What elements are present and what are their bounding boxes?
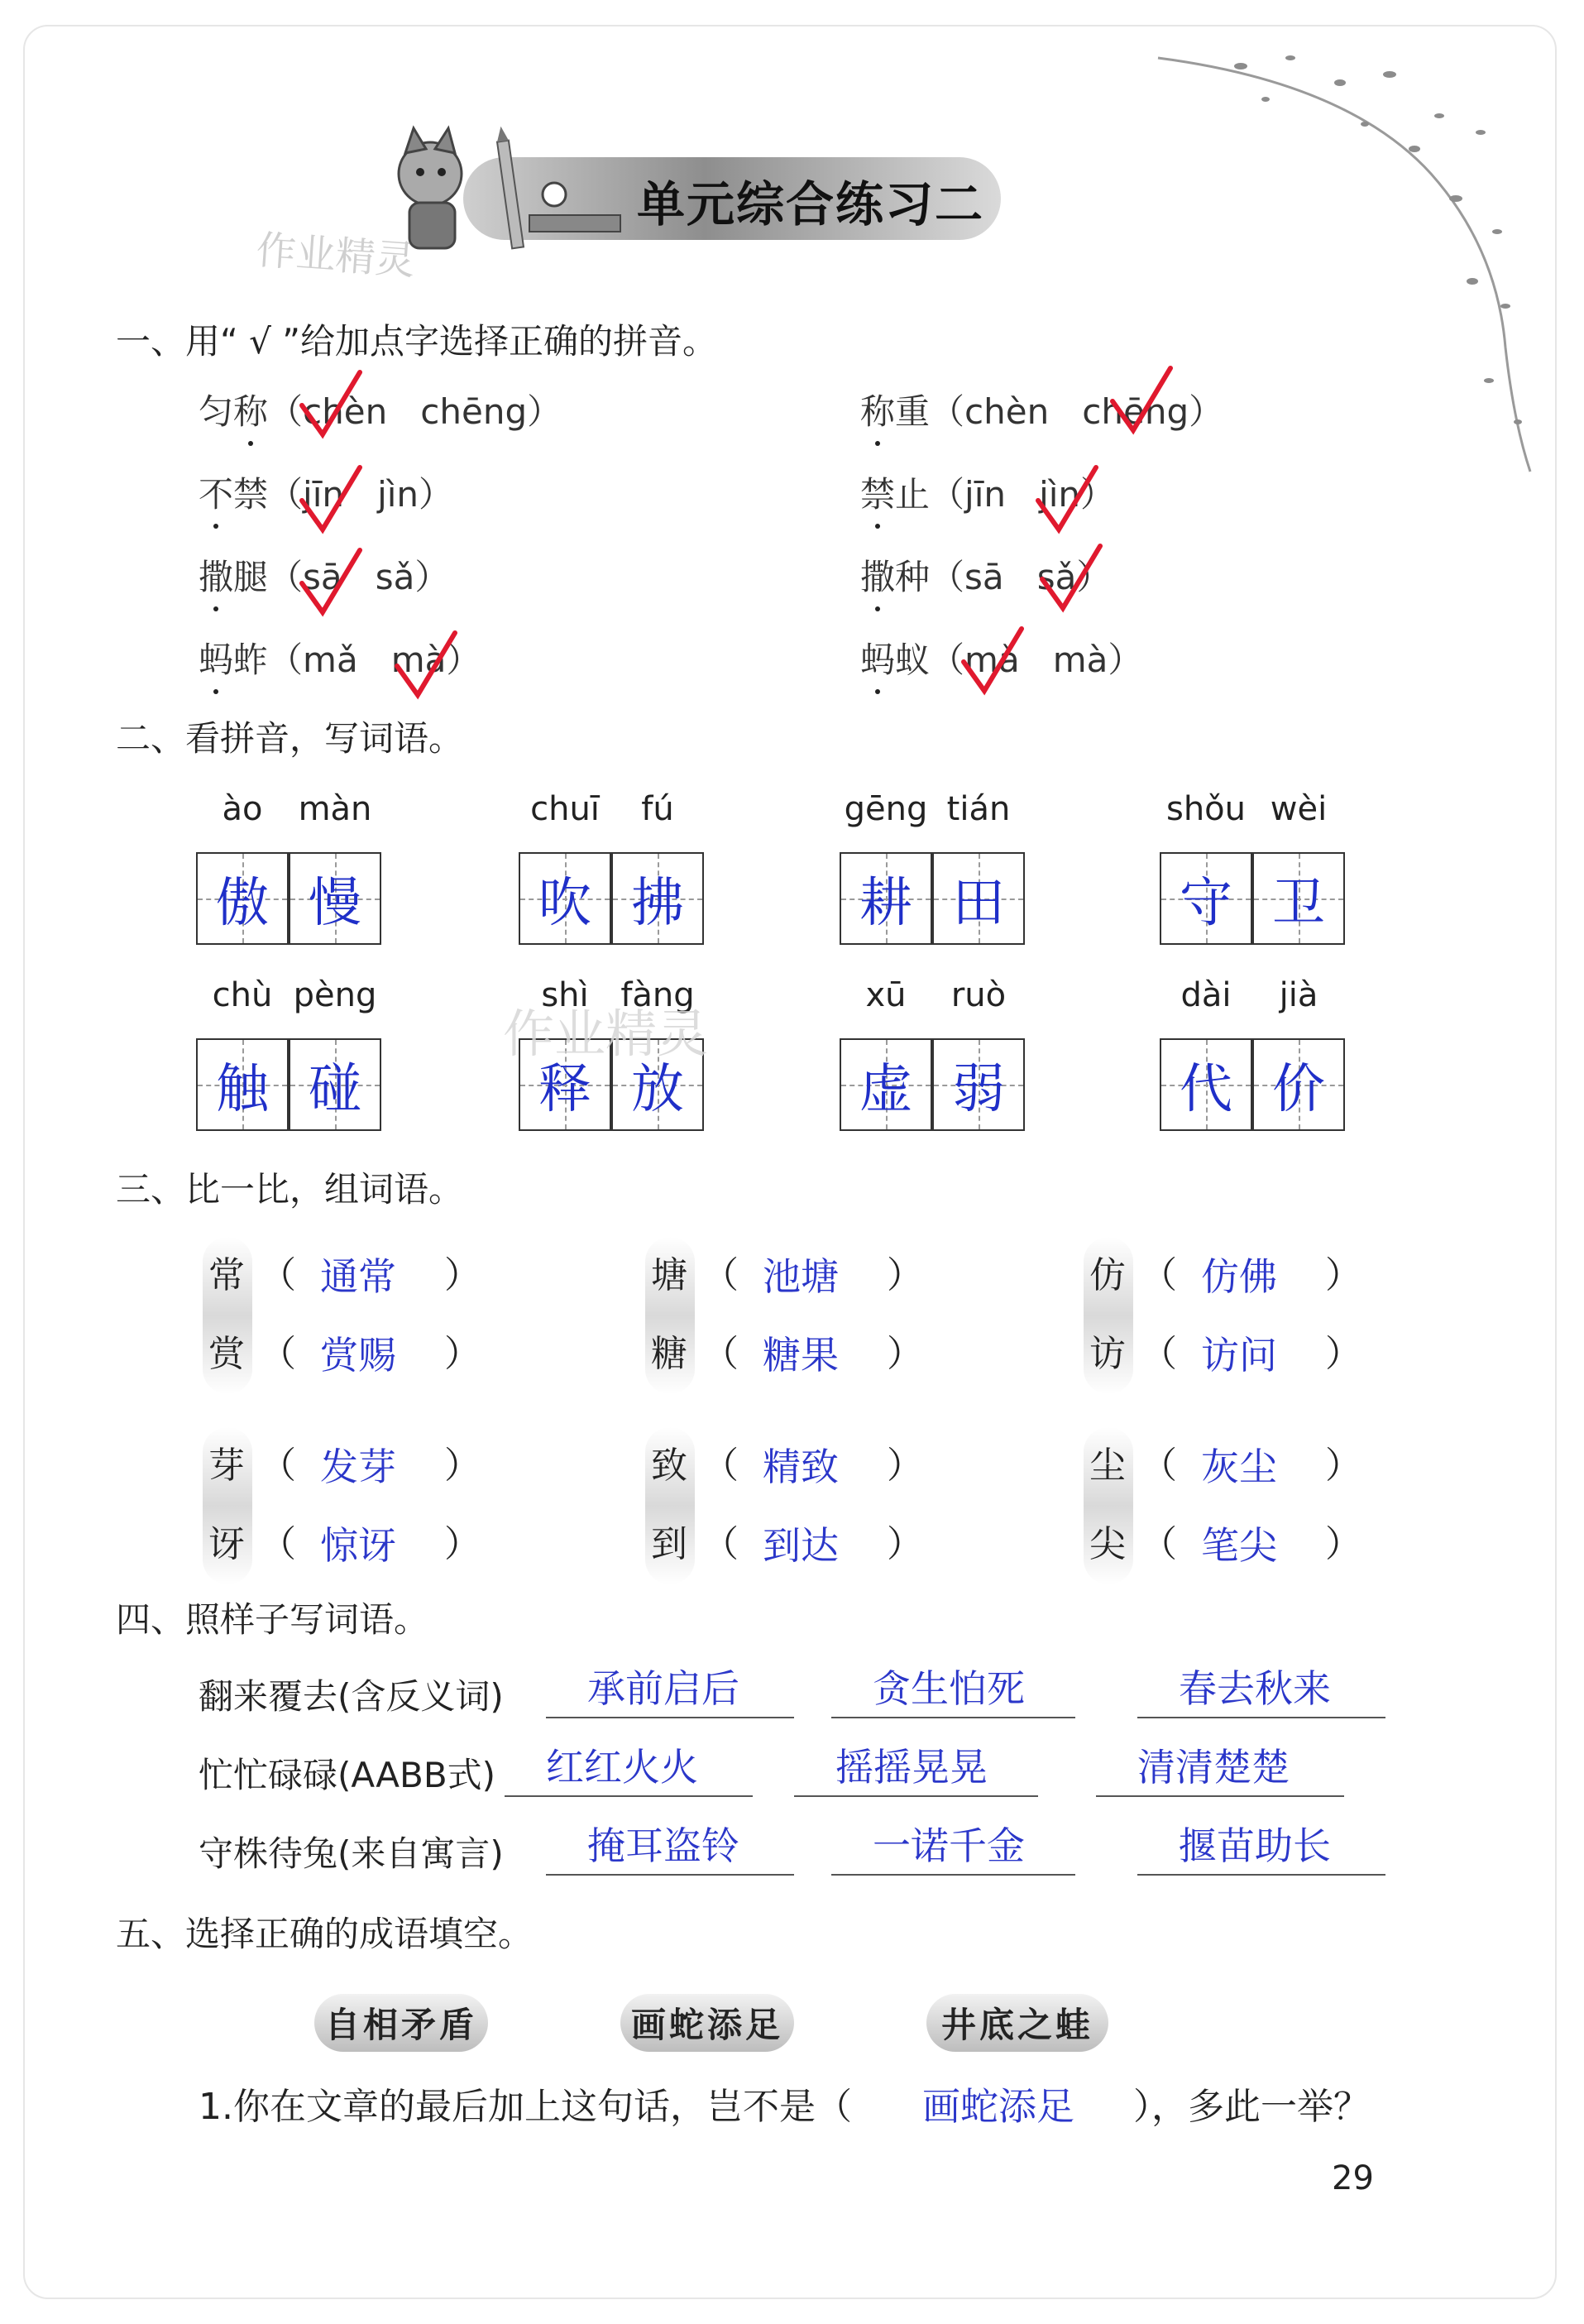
paren-close: ） <box>887 1333 923 1375</box>
dotted-char-text: 止 <box>895 474 931 515</box>
answer-line <box>1096 1795 1344 1797</box>
dotted-char <box>233 550 268 600</box>
compare-char: 芽 <box>208 1445 245 1487</box>
answer-line <box>831 1717 1075 1718</box>
paren-open: （ <box>260 1523 296 1565</box>
emphasis-dot <box>213 689 218 694</box>
pinyin-syllable: wèi <box>1270 790 1328 828</box>
word-answer: 惊讶 <box>320 1523 396 1568</box>
word-char: 称 <box>860 385 895 434</box>
pinyin-choice-item <box>199 385 562 434</box>
writing-grid-box <box>519 1038 611 1131</box>
writing-grid-box <box>611 852 704 945</box>
written-character: 慢 <box>309 873 361 934</box>
paren-open: （ <box>268 391 304 432</box>
pinyin-option: jìn <box>377 474 419 515</box>
paren-close: ） <box>444 1333 481 1375</box>
dotted-char <box>233 385 268 434</box>
writing-grid-box <box>196 852 289 945</box>
compare-char: 尘 <box>1089 1445 1126 1487</box>
word-answer: 精致 <box>763 1445 839 1489</box>
word-answer: 赏赐 <box>320 1333 396 1378</box>
compare-char: 仿 <box>1089 1254 1126 1296</box>
checkmark-icon <box>298 463 364 538</box>
paren-close: ） <box>1108 640 1143 680</box>
emphasis-dot <box>875 524 880 529</box>
answer-line <box>546 1717 794 1718</box>
dotted-char <box>233 467 268 517</box>
pinyin-syllable: xū <box>865 976 907 1014</box>
paren-close: ） <box>444 1523 481 1565</box>
word-answer: 访问 <box>1201 1333 1277 1378</box>
page-number: 29 <box>1332 2159 1374 2197</box>
dotted-char <box>233 633 268 683</box>
checkmark-icon <box>390 629 459 703</box>
pinyin-syllable: dài <box>1180 976 1232 1014</box>
written-character: 价 <box>1272 1059 1325 1120</box>
writing-grid-box <box>611 1038 704 1131</box>
example-prompt: 守株待兔(来自寓言) <box>199 1833 504 1874</box>
emphasis-dot <box>248 441 253 446</box>
paren-close: ） <box>1325 1523 1361 1565</box>
paren-open: （ <box>268 474 304 515</box>
written-answer: 红红火火 <box>546 1745 698 1790</box>
pinyin-syllable: chuī <box>530 790 600 828</box>
word-char: 禁 <box>860 467 895 517</box>
pinyin-option: chēng <box>1082 391 1189 432</box>
written-character: 田 <box>952 873 1005 934</box>
watermark: 作业精灵 <box>254 227 417 285</box>
answer-line <box>1137 1874 1385 1876</box>
dotted-char <box>895 467 930 517</box>
written-character: 弱 <box>952 1059 1005 1120</box>
written-character: 释 <box>538 1059 591 1120</box>
written-character: 守 <box>1180 873 1232 934</box>
word-char: 撒 <box>199 550 233 600</box>
compare-char: 讶 <box>208 1523 245 1565</box>
paren-close: ） <box>444 1254 481 1296</box>
paren-close: ） <box>527 391 562 432</box>
word-char: 蚂 <box>199 633 233 683</box>
pinyin-option: chèn <box>964 391 1050 432</box>
paren-close: ） <box>1076 557 1112 597</box>
written-character: 拂 <box>631 873 684 934</box>
pinyin-syllable: jià <box>1279 976 1318 1014</box>
answer-line <box>794 1795 1038 1797</box>
pinyin-option: jìn <box>1039 474 1081 515</box>
pinyin-option: chēng <box>420 391 528 432</box>
written-character: 代 <box>1180 1059 1232 1120</box>
paren-open: （ <box>268 640 304 680</box>
written-answer: 清清楚楚 <box>1137 1745 1290 1790</box>
answer-line <box>1137 1717 1385 1718</box>
pinyin-option: mà <box>390 640 447 680</box>
written-answer: 掩耳盗铃 <box>587 1823 739 1868</box>
checkmark-icon <box>1108 364 1175 438</box>
writing-grid-box <box>289 852 381 945</box>
idiom-option: 井底之蛙 <box>926 1994 1108 2052</box>
paren-open: （ <box>1141 1445 1177 1487</box>
section4-heading: 四、照样子写词语。 <box>116 1599 429 1640</box>
page-title: 单元综合练习二 <box>637 176 985 232</box>
paren-open: （ <box>268 557 304 597</box>
written-answer: 贪生怕死 <box>873 1666 1025 1711</box>
paren-close: ） <box>1325 1333 1361 1375</box>
pinyin-syllable: fàng <box>620 976 695 1014</box>
question-1-suffix: ），多此一举？ <box>1133 2086 1370 2128</box>
word-char: 不 <box>199 467 233 517</box>
watermark: 作业精灵 <box>503 1004 709 1064</box>
pinyin-option: mà <box>1052 640 1108 680</box>
word-char: 蚂 <box>860 633 895 683</box>
pinyin-option: sā <box>964 557 1004 597</box>
dotted-char <box>895 385 930 434</box>
compare-char: 赏 <box>208 1333 245 1375</box>
paren-open: （ <box>930 474 965 515</box>
writing-grid-box <box>289 1038 381 1131</box>
question-1-answer: 画蛇添足 <box>922 2084 1074 2129</box>
emphasis-dot <box>875 689 880 694</box>
pinyin-option: jīn <box>964 474 1007 515</box>
written-answer: 一诺千金 <box>873 1823 1025 1868</box>
section2-heading: 二、看拼音，写词语。 <box>116 718 464 759</box>
dotted-char-text: 腿 <box>233 557 269 597</box>
paren-close: ） <box>1189 391 1224 432</box>
pinyin-syllable: màn <box>298 790 372 828</box>
pinyin-syllable: ào <box>222 790 263 828</box>
pinyin-option: chèn <box>303 391 388 432</box>
word-answer: 仿佛 <box>1201 1254 1277 1299</box>
paren-close: ） <box>887 1254 923 1296</box>
example-prompt: 忙忙碌碌(AABB式) <box>199 1755 496 1795</box>
idiom-option: 自相矛盾 <box>314 1994 488 2052</box>
checkmark-icon <box>959 625 1026 699</box>
dotted-char-text: 蚱 <box>233 640 269 680</box>
section3-heading: 三、比一比，组词语。 <box>116 1169 464 1210</box>
pinyin-option: mǎ <box>303 640 358 680</box>
compare-char: 尖 <box>1089 1523 1126 1565</box>
paren-open: （ <box>260 1254 296 1296</box>
pinyin-option: mǎ <box>964 640 1020 680</box>
word-char: 匀 <box>199 391 234 432</box>
pinyin-syllable: gēng <box>844 790 928 828</box>
pinyin-syllable: pèng <box>293 976 377 1014</box>
written-character: 放 <box>631 1059 684 1120</box>
paren-close: ） <box>887 1523 923 1565</box>
paren-close: ） <box>1325 1254 1361 1296</box>
compare-char: 到 <box>651 1523 687 1565</box>
answer-line <box>831 1874 1075 1876</box>
writing-grid-box <box>1252 852 1345 945</box>
word-char: 撒 <box>860 550 895 600</box>
writing-grid-box <box>1160 1038 1252 1131</box>
dotted-char-text: 禁 <box>233 474 269 515</box>
writing-grid-box <box>1252 1038 1345 1131</box>
written-answer: 承前启后 <box>587 1666 739 1711</box>
checkmark-icon <box>298 546 364 621</box>
answer-line <box>546 1874 794 1876</box>
writing-grid-box <box>932 1038 1025 1131</box>
pinyin-syllable: fú <box>641 790 674 828</box>
dotted-char-text: 蚁 <box>895 640 931 680</box>
paren-close: ） <box>446 640 481 680</box>
word-answer: 发芽 <box>320 1445 396 1489</box>
word-answer: 笔尖 <box>1201 1523 1277 1568</box>
pinyin-syllable: chù <box>212 976 273 1014</box>
dotted-char-text: 称 <box>233 391 269 432</box>
written-answer: 摇摇晃晃 <box>835 1745 988 1790</box>
written-character: 吹 <box>538 873 591 934</box>
written-answer: 揠苗助长 <box>1179 1823 1331 1868</box>
written-character: 耕 <box>859 873 912 934</box>
paren-open: （ <box>1141 1254 1177 1296</box>
paren-open: （ <box>702 1333 739 1375</box>
writing-grid-box <box>1160 852 1252 945</box>
paren-open: （ <box>260 1445 296 1487</box>
paren-open: （ <box>1141 1523 1177 1565</box>
paren-open: （ <box>1141 1333 1177 1375</box>
written-character: 虚 <box>859 1059 912 1120</box>
pinyin-syllable: tián <box>946 790 1011 828</box>
paren-close: ） <box>1080 474 1116 515</box>
compare-char: 糖 <box>651 1333 687 1375</box>
pinyin-syllable: shǒu <box>1165 790 1246 828</box>
emphasis-dot <box>213 606 218 611</box>
written-character: 卫 <box>1272 873 1325 934</box>
fox-mascot-illustration <box>380 124 629 256</box>
paren-open: （ <box>260 1333 296 1375</box>
compare-char: 致 <box>651 1445 687 1487</box>
written-character: 碰 <box>309 1059 361 1120</box>
pinyin-option: jīn <box>303 474 345 515</box>
paren-close: ） <box>419 474 454 515</box>
word-answer: 到达 <box>763 1523 839 1568</box>
dotted-char-text: 重 <box>895 391 931 432</box>
pinyin-option: sǎ <box>1036 557 1077 597</box>
dotted-char <box>895 633 930 683</box>
paren-open: （ <box>930 557 965 597</box>
dotted-char-text: 种 <box>895 557 931 597</box>
compare-char: 塘 <box>651 1254 687 1296</box>
paren-open: （ <box>930 391 965 432</box>
writing-grid-box <box>932 852 1025 945</box>
dotted-char <box>895 550 930 600</box>
checkmark-icon <box>298 368 364 443</box>
question-1-prefix: 1.你在文章的最后加上这句话，岂不是（ <box>199 2086 852 2128</box>
written-answer: 春去秋来 <box>1179 1666 1331 1711</box>
pinyin-option: sǎ <box>375 557 415 597</box>
paren-close: ） <box>1325 1445 1361 1487</box>
checkmark-icon <box>1038 542 1104 616</box>
compare-char: 常 <box>208 1254 245 1296</box>
written-character: 触 <box>216 1059 269 1120</box>
pinyin-syllable: shì <box>541 976 589 1014</box>
paren-close: ） <box>414 557 450 597</box>
emphasis-dot <box>875 606 880 611</box>
example-prompt: 翻来覆去(含反义词) <box>199 1676 504 1717</box>
paren-close: ） <box>887 1445 923 1487</box>
writing-grid-box <box>840 1038 932 1131</box>
pinyin-option: sā <box>303 557 342 597</box>
written-character: 傲 <box>216 873 269 934</box>
writing-grid-box <box>196 1038 289 1131</box>
writing-grid-box <box>519 852 611 945</box>
paren-open: （ <box>702 1254 739 1296</box>
answer-line <box>505 1795 753 1797</box>
writing-grid-box <box>840 852 932 945</box>
compare-char: 访 <box>1089 1333 1126 1375</box>
section1-heading: 一、用“ √ ”给加点字选择正确的拼音。 <box>116 321 717 362</box>
paren-open: （ <box>930 640 965 680</box>
paren-open: （ <box>702 1523 739 1565</box>
word-answer: 通常 <box>320 1254 396 1299</box>
paren-open: （ <box>702 1445 739 1487</box>
idiom-option: 画蛇添足 <box>620 1994 794 2052</box>
checkmark-icon <box>1034 463 1100 538</box>
emphasis-dot <box>213 524 218 529</box>
word-answer: 糖果 <box>763 1333 839 1378</box>
section5-heading: 五、选择正确的成语填空。 <box>116 1914 534 1954</box>
word-answer: 池塘 <box>763 1254 839 1299</box>
paren-close: ） <box>444 1445 481 1487</box>
emphasis-dot <box>875 441 880 446</box>
pinyin-syllable: ruò <box>950 976 1007 1014</box>
word-answer: 灰尘 <box>1201 1445 1277 1489</box>
